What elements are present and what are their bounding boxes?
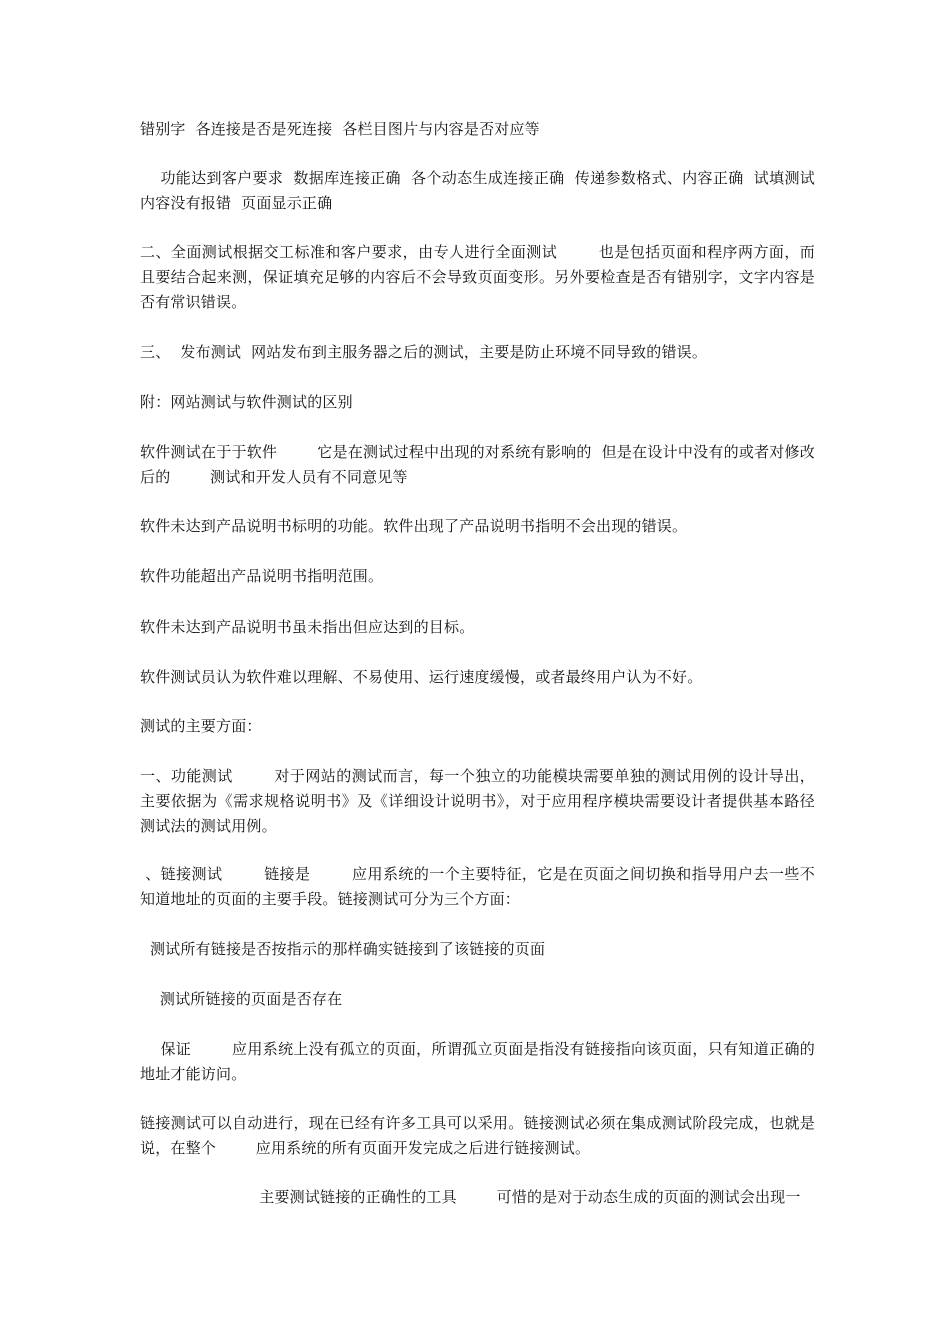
paragraph-13: 、链接测试 链接是 应用系统的一个主要特征，它是在页面之间切换和指导用户去一些不知道地址的页面的主要手段。链接测试可分为三个方面： xyxy=(140,865,816,908)
paragraph-1: 错别字 各连接是否是死连接 各栏目图片与内容是否对应等 xyxy=(140,120,540,138)
paragraph-17: 链接测试可以自动进行，现在已经有许多工具可以采用。链接测试必须在集成测试阶段完成，也就是说，在整个 应用系统的所有页面开发完成之后进行链接测试。 xyxy=(140,1114,815,1157)
paragraph-5: 附：网站测试与软件测试的区别 xyxy=(140,393,353,411)
paragraph-3: 二、全面测试根据交工标准和客户要求，由专人进行全面测试 也是包括页面和程序两方面，而且要结合起来测，保证填充足够的内容后不会导致页面变形。另外要检查是否有错别字，文字内容是否有常识错误。 xyxy=(140,243,815,311)
paragraph-16: 保证 应用系统上没有孤立的页面，所谓孤立页面是指没有链接指向该页面，只有知道正确的 地址才能访问。 xyxy=(140,1040,855,1083)
paragraph-12: 一、功能测试 对于网站的测试而言，每一个独立的功能模块需要单独的测试用例的设计导出，主要依据为《需求规格说明书》及《详细设计说明书》，对于应用程序模块需要设计者提供基本路径测试法的测试用例。 xyxy=(140,767,815,835)
paragraph-6: 软件测试在于于软件 它是在测试过程中出现的对系统有影响的 但是在设计中没有的或者对修改后的 测试和开发人员有不同意见等 xyxy=(140,443,815,486)
paragraph-4: 三、 发布测试 网站发布到主服务器之后的测试，主要是防止环境不同导致的错误。 xyxy=(140,343,708,361)
paragraph-11: 测试的主要方面： xyxy=(140,717,262,735)
paragraph-14: 测试所有链接是否按指示的那样确实链接到了该链接的页面 xyxy=(140,940,546,958)
paragraph-15: 测试所链接的页面是否存在 xyxy=(140,990,343,1008)
paragraph-2: 功能达到客户要求 数据库连接正确 各个动态生成连接正确 传递参数格式、内容正确 试填测试内容没有报错 页面显示正确 xyxy=(140,169,815,212)
paragraph-10: 软件测试员认为软件难以理解、不易使用、运行速度缓慢，或者最终用户认为不好。 xyxy=(140,668,703,686)
paragraph-8: 软件功能超出产品说明书指明范围。 xyxy=(140,567,384,585)
paragraph-9: 软件未达到产品说明书虽未指出但应达到的目标。 xyxy=(140,618,475,636)
paragraph-18: 主要测试链接的正确性的工具 可惜的是对于动态生成的页面的测试会出现一 xyxy=(140,1188,801,1206)
paragraph-7: 软件未达到产品说明书标明的功能。软件出现了产品说明书指明不会出现的错误。 xyxy=(140,517,688,535)
